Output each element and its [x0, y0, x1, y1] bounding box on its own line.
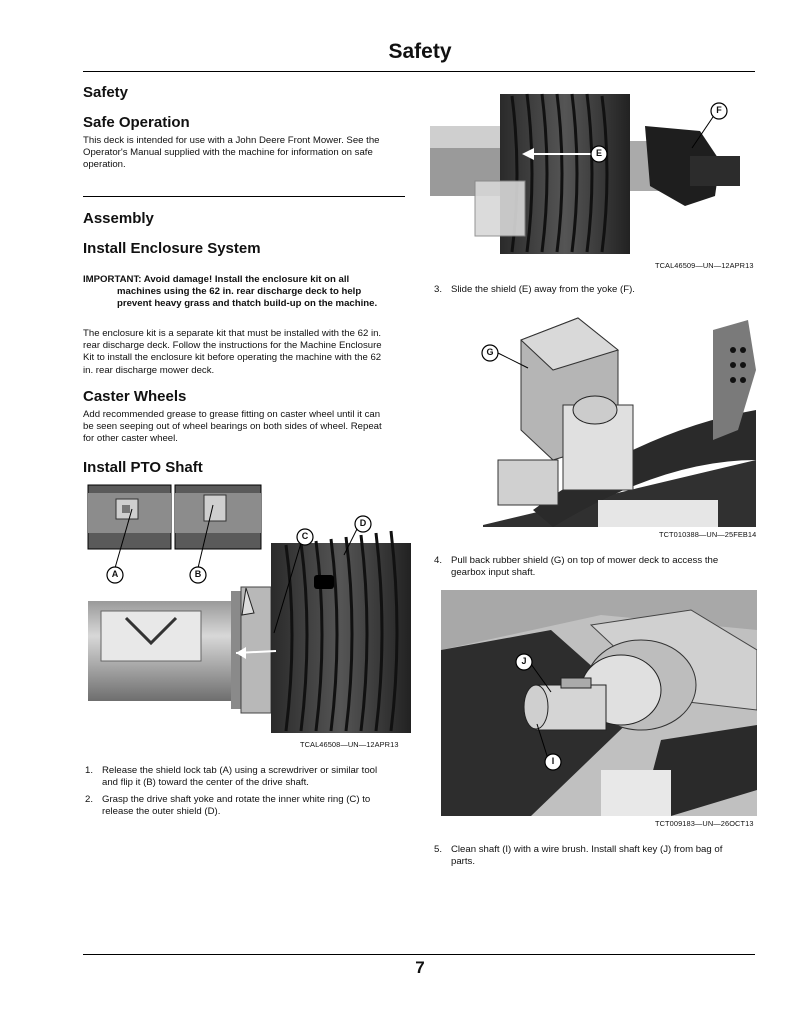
step-2: 2. Grasp the drive shaft yoke and rotate the inner white ring (C) to release the outer shield (D). — [85, 794, 371, 818]
figure2-caption: TCAL46509—UN—12APR13 — [655, 261, 754, 270]
caster-text: Add recommended grease to grease fitting on caster wheel until it can be seen seeping out of wheel bearings on both sides of wheel. Repeat for other caster wheel. — [83, 409, 382, 445]
safe-operation-heading: Safe Operation — [83, 114, 190, 131]
pto-shaft-figure — [86, 483, 411, 735]
figure1-caption: TCAL46508—UN—12APR13 — [300, 740, 399, 749]
figure3-caption: TCT010388—UN—25FEB14 — [659, 530, 757, 539]
step-number: 1. — [85, 765, 94, 776]
callout-d: D — [359, 518, 367, 528]
callout-a: A — [111, 569, 119, 579]
section-divider — [83, 196, 405, 197]
rubber-shield-figure — [443, 310, 756, 527]
callout-c: C — [301, 531, 309, 541]
rubber-shield-illustration — [443, 310, 756, 527]
callout-g: G — [486, 347, 494, 357]
assembly-heading: Assembly — [83, 210, 154, 227]
callout-i: I — [551, 756, 555, 766]
step-number: 4. — [434, 555, 443, 566]
step-5: 5. Clean shaft (I) with a wire brush. Install shaft key (J) from bag of parts. — [434, 844, 723, 868]
page-number: 7 — [415, 958, 425, 977]
caster-heading: Caster Wheels — [83, 388, 187, 405]
step-3: 3. Slide the shield (E) away from the yoke (F). — [434, 284, 635, 295]
callout-j: J — [521, 656, 527, 666]
important-note: IMPORTANT: Avoid damage! Install the enclosure kit on all machines using the 62 in. rear discharge deck to help prevent heavy grass and thatch build-up on the machine. — [83, 274, 378, 310]
pto-heading: Install PTO Shaft — [83, 459, 203, 476]
figure4-caption: TCT009183—UN—26OCT13 — [655, 819, 754, 828]
page-title: Safety — [388, 40, 452, 63]
callout-f: F — [716, 105, 722, 115]
gearbox-shaft-illustration — [441, 590, 757, 816]
step-4: 4. Pull back rubber shield (G) on top of mower deck to access the gearbox input shaft. — [434, 555, 719, 579]
step-number: 5. — [434, 844, 443, 855]
step-1: 1. Release the shield lock tab (A) using a screwdriver or similar tool and flip it (B) toward the center of the drive shaft. — [85, 765, 378, 789]
enclosure-text: The enclosure kit is a separate kit that must be installed with the 62 in. rear discharge deck. Follow the instructions for the Machine Enclosure Kit to install the enclosure kit before operating the machine with the 62 in. rear discharge mower deck. — [83, 328, 382, 376]
step-number: 3. — [434, 284, 443, 295]
step-number: 2. — [85, 794, 94, 805]
footer-rule — [83, 954, 755, 955]
safe-operation-text: This deck is intended for use with a John Deere Front Mower. See the Operator's Manual supplied with the machine for information on safe operation. — [83, 135, 380, 171]
safety-heading: Safety — [83, 84, 129, 101]
gearbox-shaft-figure — [441, 590, 757, 816]
shield-slide-figure — [430, 86, 756, 258]
callout-b: B — [194, 569, 202, 579]
callout-e: E — [595, 148, 602, 158]
enclosure-heading: Install Enclosure System — [83, 240, 261, 257]
shield-slide-illustration — [430, 86, 756, 258]
header-rule — [83, 71, 755, 72]
